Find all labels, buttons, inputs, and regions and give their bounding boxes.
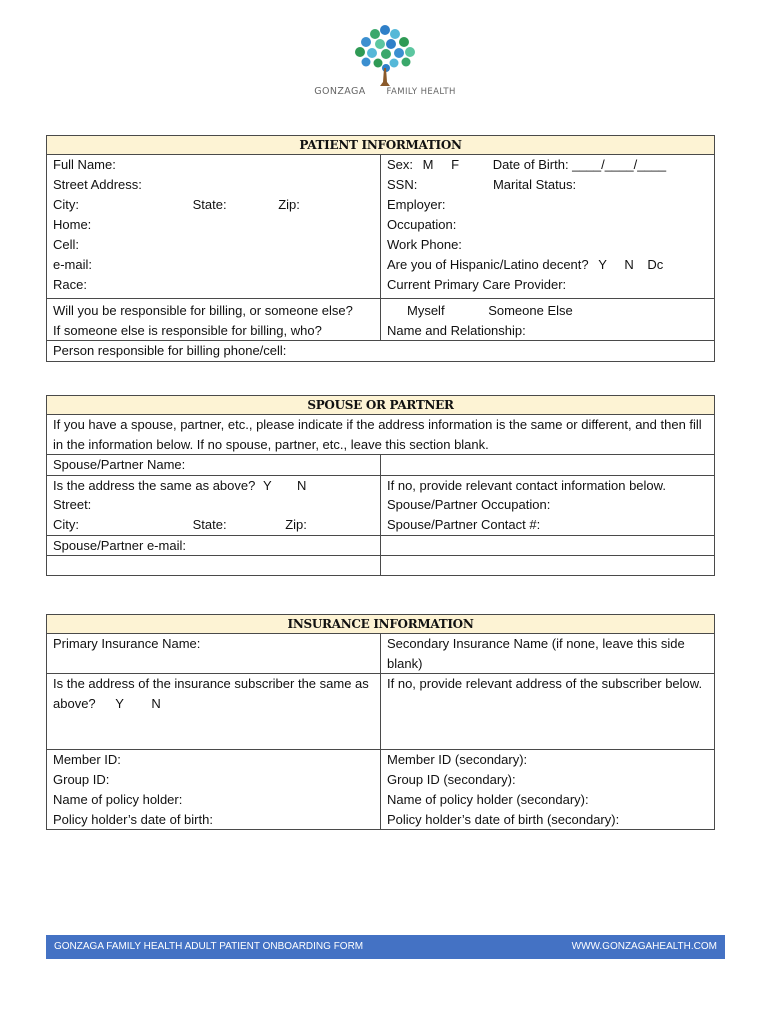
employer-field[interactable]: Employer: [381, 195, 715, 215]
marital-status-label: Marital Status: [492, 176, 577, 192]
hispanic-option-n[interactable]: N [624, 256, 634, 272]
billing-options[interactable] [381, 299, 715, 321]
occupation-field[interactable]: Occupation: [381, 215, 715, 235]
spouse-city-label: City: [53, 517, 79, 532]
spouse-if-no-note: If no, provide relevant contact information below. [381, 475, 715, 495]
subscriber-if-no-note: If no, provide relevant address of the subscriber below. [381, 674, 715, 750]
policy-holder-field[interactable]: Name of policy holder: [47, 790, 381, 810]
ssn-label: SSN: [387, 176, 418, 192]
home-phone-field[interactable]: Home: [47, 215, 381, 235]
subscriber-option-n[interactable]: N [151, 695, 161, 711]
spouse-state-label: State: [192, 517, 227, 532]
same-address-label: Is the address the same as above? [53, 477, 256, 493]
zip-label: Zip: [278, 196, 300, 212]
spouse-city-state-zip-field[interactable] [47, 515, 381, 535]
full-name-field[interactable]: Full Name: [47, 155, 381, 175]
spouse-blank-left[interactable] [47, 556, 381, 576]
patient-information-header: PATIENT INFORMATION [47, 136, 715, 155]
billing-who-field[interactable]: If someone else is responsible for billing, who? [47, 321, 381, 341]
name-relationship-field[interactable]: Name and Relationship: [381, 321, 715, 341]
cell-phone-field[interactable]: Cell: [47, 235, 381, 255]
spouse-name-value[interactable] [381, 455, 715, 476]
insurance-information-section [46, 614, 715, 830]
patient-information-section [46, 135, 715, 362]
race-field[interactable]: Race: [47, 275, 381, 299]
spouse-partner-header: SPOUSE OR PARTNER [47, 396, 715, 415]
primary-care-provider-field[interactable]: Current Primary Care Provider: [381, 275, 715, 299]
hispanic-label: Are you of Hispanic/Latino decent? [387, 256, 589, 272]
street-address-field[interactable]: Street Address: [47, 175, 381, 195]
same-address-option-n[interactable]: N [297, 477, 307, 493]
logo-wordmark [300, 86, 470, 97]
sex-option-f[interactable]: F [451, 157, 460, 172]
spouse-email-value[interactable] [381, 535, 715, 556]
subscriber-address-question[interactable] [47, 674, 381, 750]
billing-option-someone-else[interactable]: Someone Else [488, 303, 573, 318]
spouse-partner-section [46, 395, 715, 576]
footer-website-link[interactable]: WWW.GONZAGAHEALTH.COM [571, 941, 717, 952]
sex-option-m[interactable]: M [422, 157, 434, 172]
spouse-instructions: If you have a spouse, partner, etc., please indicate if the address information is the same or different, and then fill in the information below. If no spouse, partner, etc., leave this section blank. [47, 415, 715, 455]
same-address-question[interactable] [47, 475, 381, 495]
sex-label: Sex: [387, 157, 414, 172]
ssn-marital-field[interactable] [381, 175, 715, 195]
policy-holder-dob-field[interactable]: Policy holder’s date of birth: [47, 810, 381, 830]
group-id-secondary-field[interactable]: Group ID (secondary): [381, 770, 715, 790]
insurance-information-header: INSURANCE INFORMATION [47, 615, 715, 634]
billing-responsibility-question: Will you be responsible for billing, or someone else? [47, 299, 381, 321]
hispanic-option-y[interactable]: Y [598, 256, 607, 272]
sex-dob-field[interactable] [381, 155, 715, 175]
footer-bar [46, 935, 725, 959]
spouse-street-field[interactable]: Street: [47, 495, 381, 515]
city-label: City: [53, 196, 79, 212]
member-id-field[interactable]: Member ID: [47, 750, 381, 770]
logo [300, 22, 470, 106]
date-of-birth-field[interactable]: Date of Birth: ____/____/____ [492, 157, 667, 172]
secondary-insurance-field[interactable]: Secondary Insurance Name (if none, leave this side blank) [381, 634, 715, 674]
city-state-zip-field[interactable] [47, 195, 381, 215]
email-field[interactable]: e-mail: [47, 255, 381, 275]
work-phone-field[interactable]: Work Phone: [381, 235, 715, 255]
spouse-name-field[interactable]: Spouse/Partner Name: [47, 455, 381, 476]
spouse-blank-right[interactable] [381, 556, 715, 576]
subscriber-option-y[interactable]: Y [115, 695, 124, 711]
primary-insurance-field[interactable]: Primary Insurance Name: [47, 634, 381, 674]
tree-icon [300, 22, 470, 88]
same-address-option-y[interactable]: Y [262, 477, 272, 493]
footer-form-title: GONZAGA FAMILY HEALTH ADULT PATIENT ONBOARDING FORM [54, 941, 364, 952]
billing-option-myself[interactable]: Myself [407, 303, 445, 318]
policy-holder-dob-secondary-field[interactable]: Policy holder’s date of birth (secondary): [381, 810, 715, 830]
billing-phone-field[interactable]: Person responsible for billing phone/cell: [47, 341, 715, 362]
logo-brand-left: GONZAGA [314, 86, 366, 97]
member-id-secondary-field[interactable]: Member ID (secondary): [381, 750, 715, 770]
group-id-field[interactable]: Group ID: [47, 770, 381, 790]
hispanic-option-dc[interactable]: Dc [647, 256, 664, 272]
state-label: State: [192, 196, 227, 212]
logo-brand-right: FAMILY HEALTH [386, 87, 456, 97]
hispanic-question[interactable] [381, 255, 715, 275]
spouse-email-field[interactable]: Spouse/Partner e-mail: [47, 535, 381, 556]
subscriber-address-label: Is the address of the insurance subscriber the same as above? [53, 676, 369, 711]
policy-holder-secondary-field[interactable]: Name of policy holder (secondary): [381, 790, 715, 810]
spouse-contact-field[interactable]: Spouse/Partner Contact #: [381, 515, 715, 535]
spouse-zip-label: Zip: [285, 517, 307, 532]
spouse-occupation-field[interactable]: Spouse/Partner Occupation: [381, 495, 715, 515]
